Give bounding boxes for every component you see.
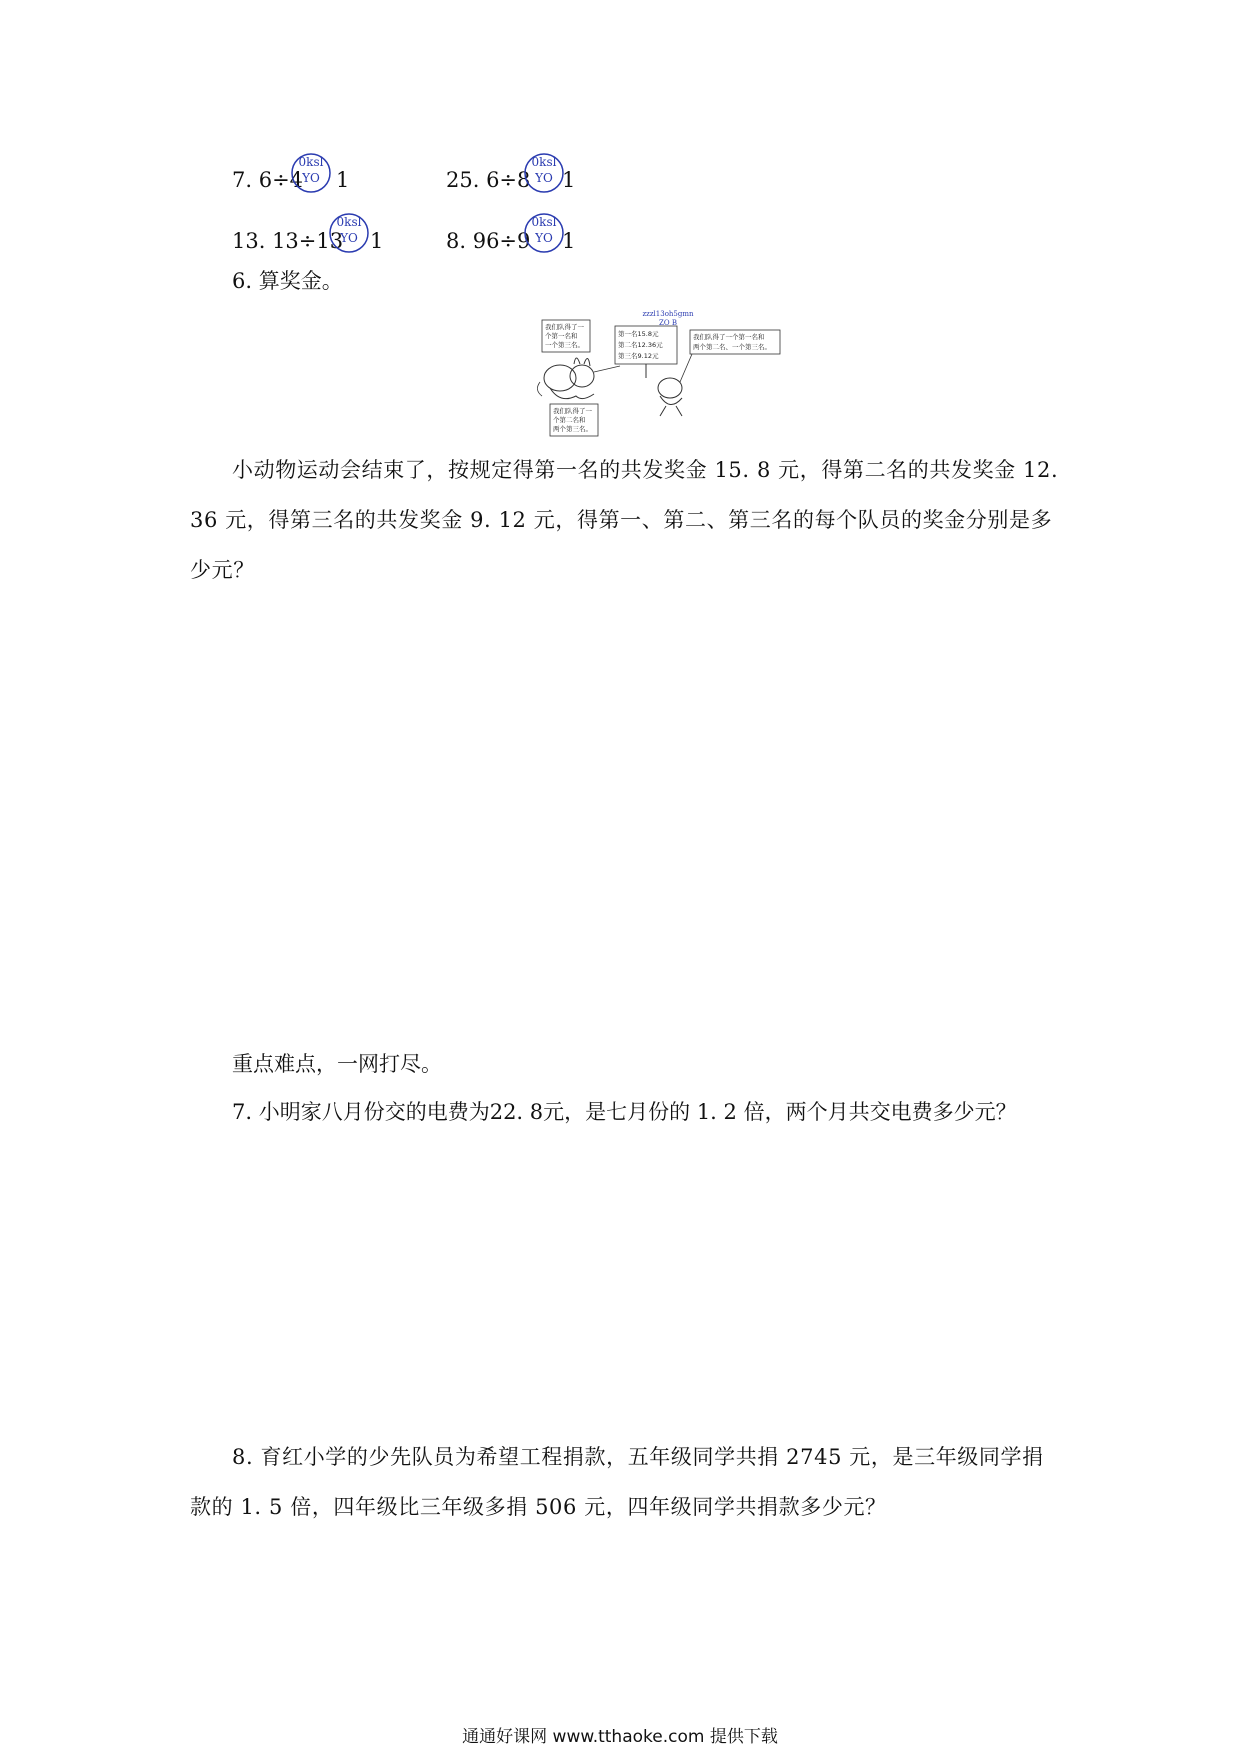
exercise-4-tail: 1 [562,229,576,253]
watermark-stamp-icon [523,212,565,254]
watermark-stamp-icon [290,152,332,194]
svg-text:个第二名和: 个第二名和 [553,416,586,424]
svg-text:两个第二名、一个第三名。: 两个第二名、一个第三名。 [693,343,771,351]
exercise-4-expr: 8. 96÷9 [446,229,531,253]
svg-text:一个第三名。: 一个第三名。 [545,341,584,349]
svg-text:0ksl: 0ksl [336,215,362,229]
exercise-4 [446,227,530,255]
exercise-3 [232,227,343,255]
watermark-stamp-icon [328,212,370,254]
svg-text:0ksl: 0ksl [531,215,557,229]
exercise-2-expr: 25. 6÷8 [446,168,531,192]
svg-text:0ksl: 0ksl [298,155,324,169]
exercise-1-expr: 7. 6÷4 [232,168,304,192]
exercise-2 [446,166,530,194]
svg-text:YO: YO [340,231,358,245]
svg-text:YO: YO [535,231,553,245]
svg-text:ZO B: ZO B [659,319,677,327]
problem-6-text: 小动物运动会结束了，按规定得第一名的共发奖金 15. 8 元，得第二名的共发奖金 12. 36 元，得第三名的共发奖金 9. 12 元，得第一、第二、第三名的每个队员的奖金分别是多少元？ [190,458,1059,582]
question-8: 8. 育红小学的少先队员为希望工程捐款，五年级同学共捐 2745 元，是三年级同学捐款的 1. 5 倍，四年级比三年级多捐 506 元，四年级同学共捐款多少元？ [190,1445,1044,1519]
svg-text:YO: YO [535,171,553,185]
svg-text:第二名12.36元: 第二名12.36元 [618,341,663,349]
exercise-2-tail: 1 [562,168,576,192]
svg-text:我们队得了一个第一名和: 我们队得了一个第一名和 [693,333,765,341]
section-title: 重点难点，一网打尽。 [232,1052,442,1076]
animal-sports-illustration [520,306,782,438]
svg-text:0ksl: 0ksl [531,155,557,169]
svg-text:两个第三名。: 两个第三名。 [553,425,592,433]
svg-text:我们队得了一: 我们队得了一 [545,323,584,331]
svg-text:个第一名和: 个第一名和 [545,332,578,340]
exercise-1-tail: 1 [336,168,350,192]
svg-text:第一名15.8元: 第一名15.8元 [618,330,659,338]
animal-sports-cartoon-icon [520,306,782,438]
svg-text:我们队得了一: 我们队得了一 [553,407,592,415]
exercise-3-expr: 13. 13÷13 [232,229,344,253]
question-7: 7. 小明家八月份交的电费为22. 8元，是七月份的 1. 2 倍，两个月共交电费多少元？ [232,1100,1017,1124]
svg-text:YO: YO [302,171,320,185]
exercise-3-tail: 1 [370,229,384,253]
svg-text:第三名9.12元: 第三名9.12元 [618,352,659,360]
illustration-header: zzzl13oh5gmn [642,310,694,318]
watermark-stamp-icon [523,152,565,194]
page-footer: 通通好课网 www.tthaoke.com 提供下载 [462,1727,778,1747]
q6-title: 6. 算奖金。 [232,269,343,293]
